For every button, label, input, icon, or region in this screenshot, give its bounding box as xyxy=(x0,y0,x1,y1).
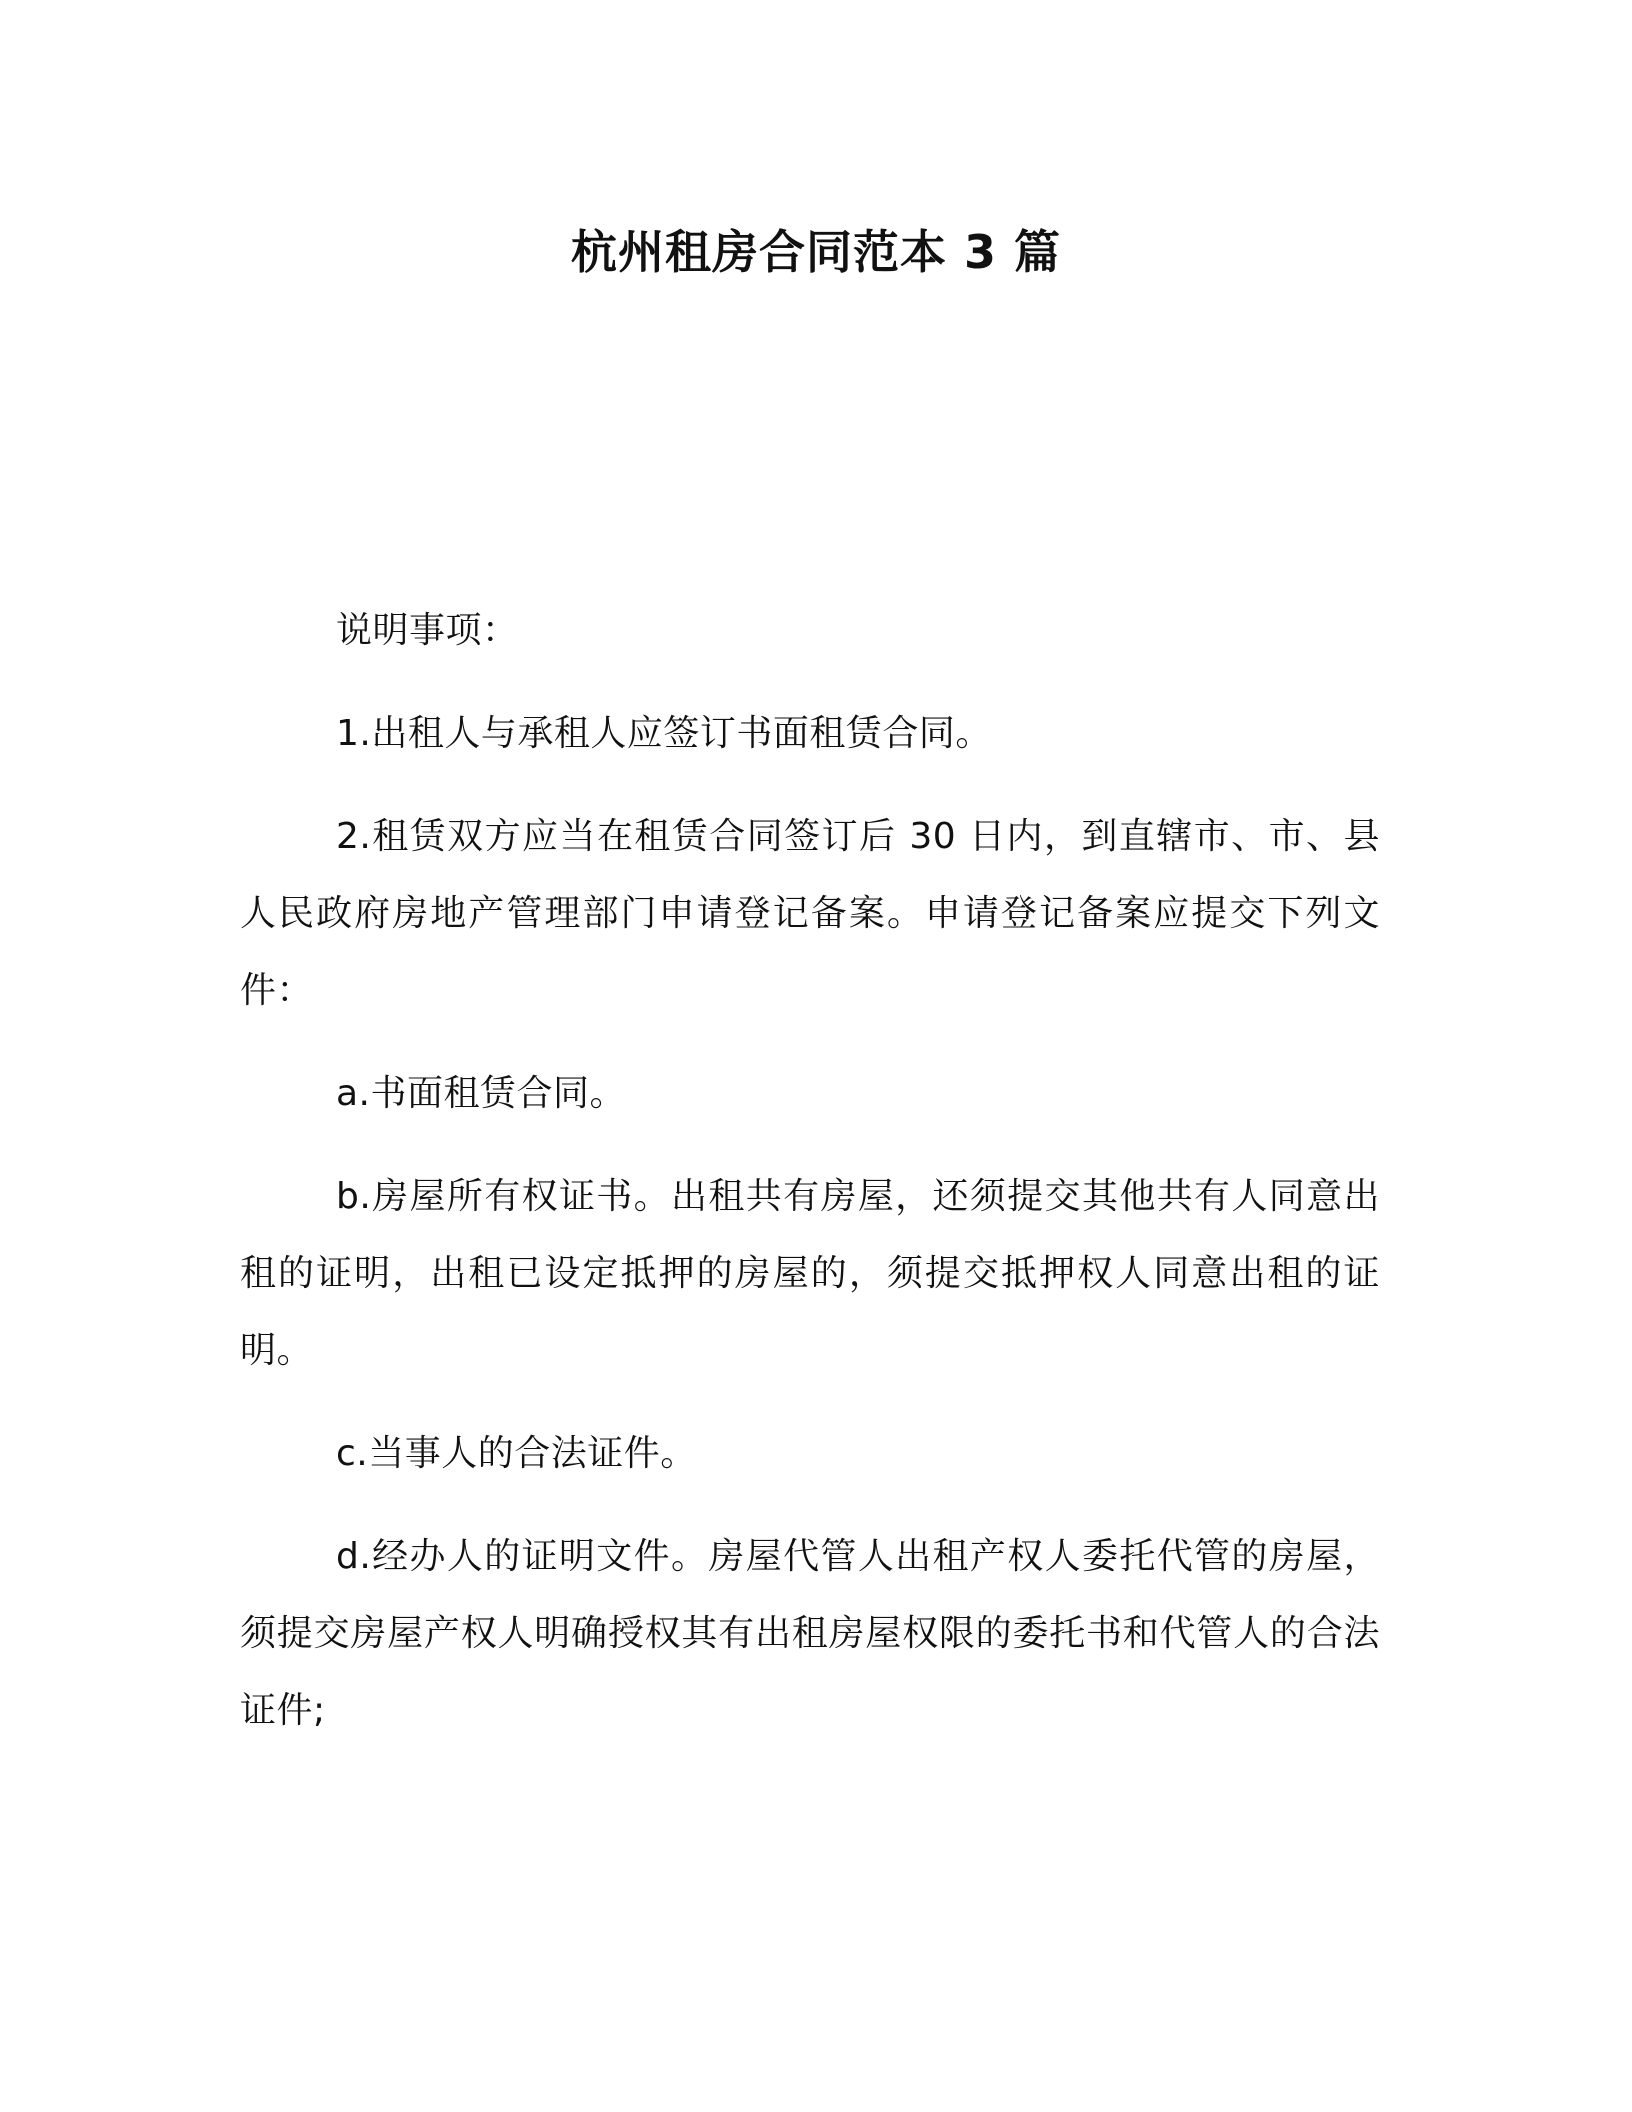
paragraph-item-c: c.当事人的合法证件。 xyxy=(336,1433,697,1474)
paragraph-item-b: b.房屋所有权证书。出租共有房屋，还须提交其他共有人同意出租的证明，出租已设定抵押的房屋的，须提交抵押权人同意出租的证明。 xyxy=(240,1176,1380,1371)
document-body xyxy=(240,592,1380,1775)
paragraph-notes-heading: 说明事项： xyxy=(336,610,519,651)
paragraph-item-d: d.经办人的证明文件。房屋代管人出租产权人委托代管的房屋，须提交房屋产权人明确授权其有出租房屋权限的委托书和代管人的合法证件; xyxy=(240,1536,1380,1731)
paragraph-item-a: a.书面租赁合同。 xyxy=(336,1073,627,1114)
paragraph-item-1: 1.出租人与承租人应签订书面租赁合同。 xyxy=(336,713,992,754)
document-title: 杭州租房合同范本 3 篇 xyxy=(570,225,1062,279)
paragraph-item-2: 2.租赁双方应当在租赁合同签订后 30 日内，到直辖市、市、县人民政府房地产管理部门申请登记备案。申请登记备案应提交下列文件： xyxy=(240,816,1380,1011)
